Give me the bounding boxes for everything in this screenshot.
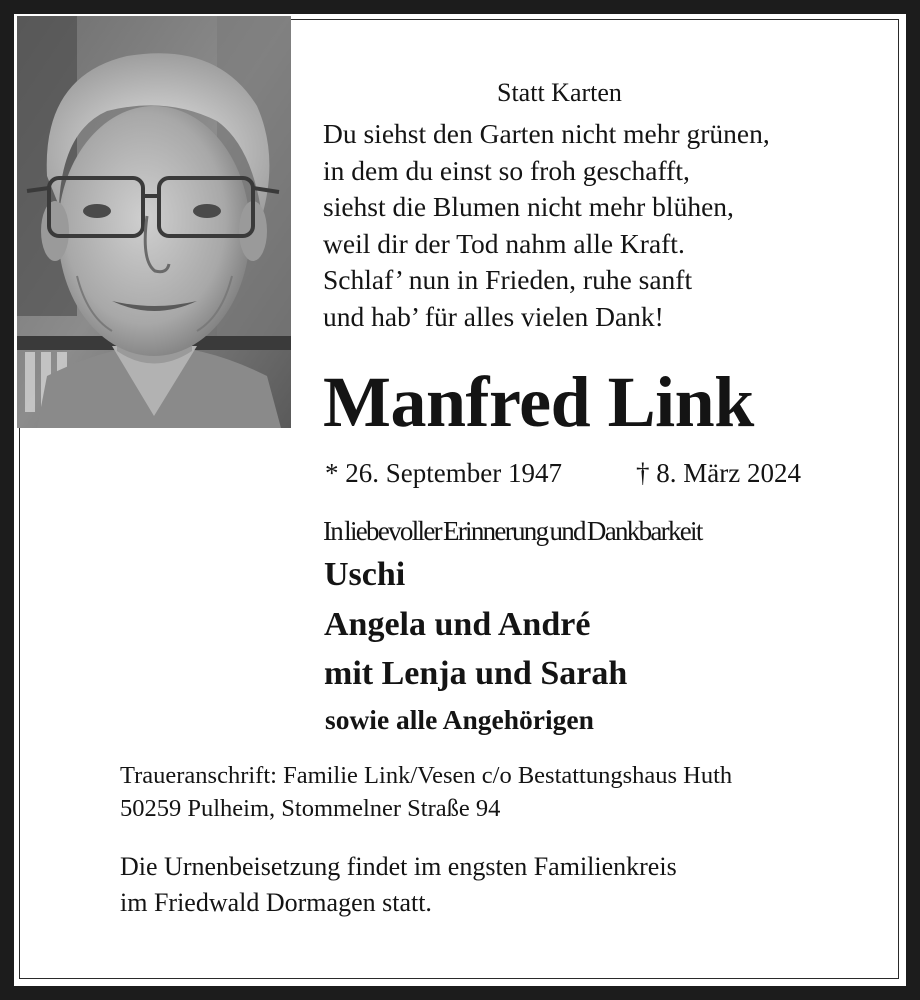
poem-line: Schlaf’ nun in Frieden, ruhe sanft	[323, 264, 693, 295]
poem-line: Du siehst den Garten nicht mehr grünen,	[323, 118, 770, 149]
deceased-name: Manfred Link	[323, 362, 754, 442]
birth-date: * 26. September 1947	[325, 458, 562, 488]
poem-line: in dem du einst so froh geschafft,	[323, 154, 690, 186]
mourning-address: Traueranschrift: Familie Link/Vesen c/o Bestattungshaus Huth	[120, 762, 733, 789]
mourner-line: mit Lenja und Sarah	[324, 655, 628, 692]
memory-line: In liebevoller Erinnerung und Dankbarkeit	[323, 516, 702, 546]
portrait-illustration	[17, 16, 291, 428]
mourner-line: sowie alle Angehörigen	[325, 704, 594, 735]
mourner-line: Angela und André	[324, 606, 591, 643]
poem-line: und hab’ für alles vielen Dank!	[323, 300, 664, 332]
poem	[323, 116, 770, 335]
portrait-photo	[17, 16, 291, 428]
poem-line: weil dir der Tod nahm alle Kraft.	[323, 227, 685, 259]
burial-note: im Friedwald Dormagen statt.	[120, 888, 432, 917]
burial-note: Die Urnenbeisetzung findet im engsten Familienkreis	[120, 852, 677, 881]
header-statt-karten: Statt Karten	[497, 78, 622, 107]
mourner-line: Uschi	[324, 556, 406, 593]
mourning-address: 50259 Pulheim, Stommelner Straße 94	[120, 795, 501, 822]
death-date: † 8. März 2024	[636, 458, 801, 488]
poem-line: siehst die Blumen nicht mehr blühen,	[323, 191, 734, 222]
